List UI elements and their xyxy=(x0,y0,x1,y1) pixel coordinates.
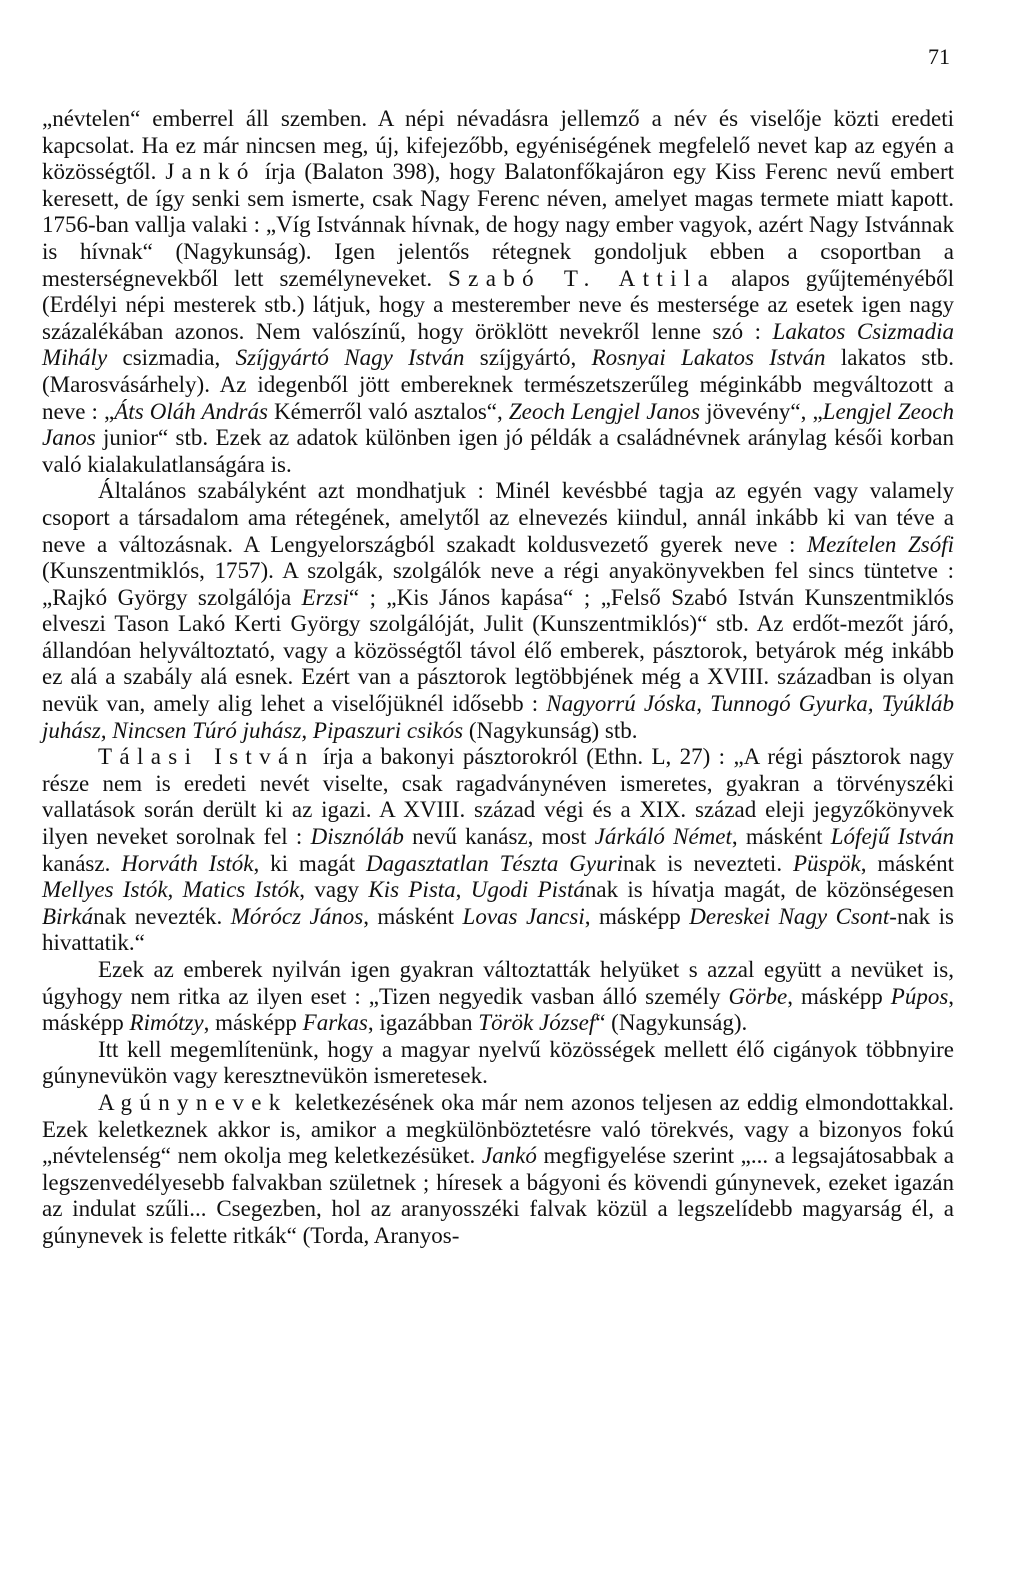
body-text xyxy=(42,106,954,1250)
text-run: csizmadia, xyxy=(107,345,236,371)
text-run: nevű kanász, most xyxy=(403,824,595,850)
paragraph xyxy=(42,1037,954,1090)
text-run: , igazábban xyxy=(367,1010,479,1036)
spaced-author-name: gúnynevek xyxy=(120,1089,288,1115)
italic-name: Mórócz János xyxy=(230,903,364,929)
text-run: Általános szabályként azt mondhatjuk : Minél kevésbbé tagja az egyén vagy valamely csoport a társadalom ama rétegének, amelytől az elnevezés kiindul, annál inkább ki van téve a neve a változásnak. A Lengyelországból szakadt koldusvezető gyerek neve : xyxy=(42,478,954,557)
italic-name: Farkas xyxy=(302,1010,368,1036)
text-run: nak is nevezteti. xyxy=(622,850,793,876)
paragraph xyxy=(42,1090,954,1250)
italic-name: Mellyes Istók, Matics Istók xyxy=(42,877,300,903)
text-run: (Kunszentmiklós, 1757). A szolgák, szolgálók neve a régi anyakönyvekben fel sincs tüntetve : „Rajkó György szolgálója xyxy=(42,558,954,610)
italic-name: Szíjgyártó Nagy István xyxy=(235,345,465,371)
spaced-author-name: Szabó T. Attila xyxy=(448,265,716,291)
text-run: (Nagykunság) stb. xyxy=(463,717,638,743)
italic-name: Lakatos Csizmadia Mihály xyxy=(42,318,954,371)
text-run: írja a bakonyi pásztorokról (Ethn. L, 27) : „A régi pásztorok nagy része nem is eredeti nevét viselte, csak ragadványnéven ismeretes, gyakran a törvényszéki vallatások során derült ki az igazi. A XVIII. század végi és a XIX. század eleji jegyzőkönyvek ilyen neveket sorolnak fel : xyxy=(42,744,954,850)
italic-name: Kis Pista xyxy=(368,877,456,903)
text-run: junior“ stb. Ezek az adatok különben igen jó példák a családnévnek aránylag késői korban való kialakulatlanságára is. xyxy=(42,425,954,477)
paragraph xyxy=(42,957,954,1037)
text-run: -nak is hivattatik.“ xyxy=(42,903,954,956)
text-run: nak is hívatja magát, de közönségesen xyxy=(584,877,955,903)
italic-name: Birká xyxy=(42,903,94,929)
text-run: keletkezésének oka már nem azonos teljesen az eddig elmondottakkal. Ezek keletkeznek akkor is, amikor a megkülönböztetésre való törekvés, vagy a bizonyos fokú „névtelenség“ nem okolja meg keletkezésüket. xyxy=(42,1089,954,1169)
text-run: A xyxy=(98,1089,121,1115)
paragraph xyxy=(42,106,954,478)
paragraph xyxy=(42,744,954,957)
text-run: nak nevezték. xyxy=(93,903,231,929)
text-run: alapos gyűjteményéből (Erdélyi népi mesterek stb.) látjuk, hogy a mesterember neve és mestersége az esetek igen nagy százalékában azonos. Nem valószínű, hogy öröklött nevekről lenne szó : xyxy=(42,265,954,344)
italic-name: Jankó xyxy=(481,1143,537,1169)
italic-name: Járkáló Német xyxy=(594,824,732,850)
italic-name: Erzsi xyxy=(301,584,349,610)
italic-name: Török József xyxy=(478,1010,596,1036)
text-run: írja (Balaton 398), hogy Balatonfőkajáron egy Kiss Ferenc nevű embert keresett, de így senki sem ismerte, csak Nagy Ferenc néven, amelyet magas termete miatt kapott. 1756-ban vallja valaki : „Víg Istvánnak hívnak, de hogy nagy ember vagyok, azért Nagy Istvánnak is hívnak“ (Nagykunság). Igen jelentős rétegnek gondoljuk ebben a csoportban a mesterségnevekből lett személyneveket. xyxy=(42,159,954,291)
text-run: , másképp xyxy=(42,983,955,1036)
text-run: , másképp xyxy=(584,903,690,929)
spaced-author-name: Tálasi István xyxy=(98,744,315,770)
text-run: , vagy xyxy=(299,877,369,903)
italic-name: Áts Oláh András xyxy=(114,398,268,424)
italic-name: Dereskei Nagy Csont xyxy=(689,903,890,929)
text-run: Itt kell megemlítenünk, hogy a magyar nyelvű közösségek mellett élő cigányok többnyire gúnynevükön vagy keresztnevükön ismeretesek. xyxy=(42,1036,954,1089)
italic-name: Lófejű István xyxy=(830,824,954,850)
italic-name: Lengjel Zeoch Janos xyxy=(42,398,954,451)
text-run: , ki magát xyxy=(253,850,367,876)
italic-name: Görbe xyxy=(728,983,788,1009)
italic-name: Disznóláb xyxy=(310,824,404,850)
italic-name: Lovas Jancsi xyxy=(462,903,585,929)
spaced-author-name: Jankó xyxy=(165,159,256,185)
text-run: megfigyelése szerint „... a legsajátosabbak a legszenvedélyesebb falvakban születnek ; híresek a bágyoni és kövendi gúnynevek, ezeket igazán az indulat szűli... Csegezben, hol az aranyosszéki falvak közül a legszelídebb magyarság él, a gúnynevek is felette ritkák“ (Torda, Aranyos- xyxy=(42,1143,954,1248)
italic-name: Púpos xyxy=(890,983,949,1009)
text-run: “ ; „Kis János kapása“ ; „Felső Szabó István Kunszentmiklós elveszi Tason Lakó Kerti György szolgálóját, Julit (Kunszentmiklós)“ stb. Az erdőt-mezőt járó, állandóan helyváltoztató, vagy a közösségtől távol élő emberek, pásztorok, betyárok még inkább ez alá a szabály alá esnek. Ezért van a pásztorok legtöbbjének még a XVIII. században is olyan nevük van, amely alig lehet a viselőjüknél idősebb : xyxy=(42,584,955,717)
page-number: 71 xyxy=(928,44,950,69)
text-run: „névtelen“ emberrel áll szemben. A népi névadásra jellemző a név és viselője közti eredeti kapcsolat. Ha ez már nincsen meg, új, kifejezőbb, egyéniségének megfelelő nevet kap az egyén a közösségtől. xyxy=(42,106,954,185)
text-run: , másként xyxy=(731,824,831,850)
italic-name: Nagyorrú Jóska, Tunnogó Gyurka, Tyúkláb juhász, Nincsen Túró juhász, Pipaszuri csikós xyxy=(42,691,954,743)
text-run: , másképp xyxy=(203,1010,303,1036)
text-run: lakatos stb. (Marosvásárhely). Az idegenből jött embereknek természetszerűleg méginkább megváltozott a neve : „ xyxy=(42,345,954,424)
italic-name: Rimótzy xyxy=(129,1010,204,1036)
italic-name: Rosnyai Lakatos István xyxy=(591,345,826,371)
text-run: kanász. xyxy=(42,850,122,876)
italic-name: Dagasztatlan Tészta Gyuri xyxy=(366,850,623,876)
text-run: szíjgyártó, xyxy=(464,345,592,371)
text-run: jövevény“, „ xyxy=(699,398,823,424)
text-run: , másként xyxy=(363,903,463,929)
text-run: Ezek az emberek nyilván igen gyakran változtatták helyüket s azzal együtt a nevüket is, úgyhogy nem ritka az ilyen eset : „Tizen negyedik vasban álló személy xyxy=(42,957,954,1009)
text-run: , xyxy=(455,877,471,903)
text-run: , másképp xyxy=(787,983,891,1009)
italic-name: Mezítelen Zsófi xyxy=(807,531,954,557)
text-run: , másként xyxy=(860,850,954,876)
italic-name: Ugodi Pistá xyxy=(470,877,585,903)
italic-name: Püspök xyxy=(792,850,861,876)
text-run: Kémerről való asztalos“, xyxy=(267,398,509,424)
italic-name: Horváth Istók xyxy=(121,850,254,876)
italic-name: Zeoch Lengjel Janos xyxy=(508,398,700,424)
paragraph xyxy=(42,478,954,744)
text-run: “ (Nagykunság). xyxy=(595,1010,748,1036)
